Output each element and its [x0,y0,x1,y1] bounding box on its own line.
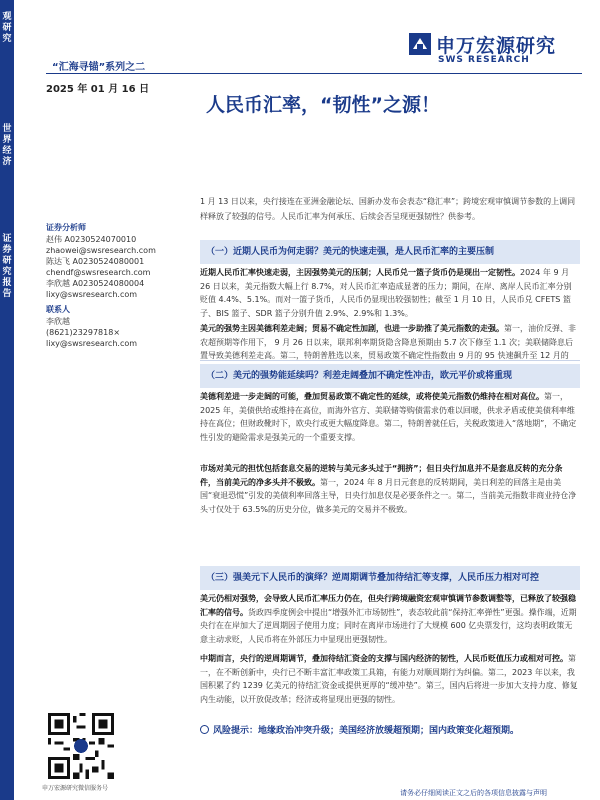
paragraph-body: 第一，在不断创新中，央行已不断丰富汇率政策工具箱，有能力对顺周期行为纠偏。第二，2023 年以来，我国积累了约 1239 亿美元的待结汇资金或提供更厚的“缓冲垫”。第三，国内后将进一步加大支持力度、修复内生动能，以开放促改革；经济或将显现出更强的韧性。 [200,654,578,704]
sidebar-tag-macro: 观研究 [2,12,12,44]
header-divider [46,73,582,74]
section-3-paragraph-1 [200,592,578,646]
section-heading-1: （一）近期人民币为何走弱？美元的快速走强，是人民币汇率的主要压制 [200,240,580,264]
section-heading-2: （二）美元的强势能延续吗？利差走阔叠加不确定性冲击，欧元平价或将重现 [200,364,580,388]
paragraph-lead: 中期而言，央行的逆周期调节，叠加待结汇资金的支撑与国内经济的韧性，人民币贬值压力或相对可控。 [200,654,568,663]
brand-name-cn: 申万宏源研究 [436,35,557,57]
brand-name-en: SWS RESEARCH [438,55,530,65]
analyst-label: 证券分析师 [46,223,86,232]
series-label: “汇海寻锚”系列之二 [52,62,146,73]
paragraph-body: 第一，2024 年 8 月日元套息的反转期间，美日利差的回落主是由美国“衰退恐慌”引发的美债利率回落主导，日央行加息仅是必要条件之一。第二，当前美元指数非商业持仓净头寸仅处于 63.5%的历史分位，做多美元的交易并不极致。 [200,477,577,514]
analyst-name: 陈达飞 A0230524080001 [46,257,145,266]
paragraph-lead: 近期人民币汇率快速走弱，主因强势美元的压制；人民币兑一篮子货币仍是现出一定韧性。 [200,268,520,277]
report-title: 人民币汇率，“韧性”之源！ [206,94,440,116]
analyst-name: 赵伟 A0230524070010 [46,235,137,244]
section-heading-3: （三）强美元下人民币的演绎？逆周期调节叠加待结汇等支撑，人民币压力相对可控 [200,566,580,590]
intro-paragraph: 1 月 13 日以来，央行接连在亚洲金融论坛、国新办发布会表态“稳汇率”；跨境宏观审慎调节参数的上调同样释放了较强的信号。人民币汇率为何承压、后续会否呈现更强韧性？供参考。 [200,197,576,221]
left-sidebar [0,0,14,800]
section-2-paragraph-2 [200,462,578,516]
section-2-paragraph-1 [200,390,578,444]
paragraph-body: 货政四季度例会中提出“增强外汇市场韧性”，表态较此前“保持汇率弹性”更强。操作端，近期央行在在岸加大了逆周期因子使用力度；同时在离岸市场进行了大规模 600 亿央票发行，这均表明政策无意主动求贬，人民币将在外部压力中显现出更强韧性。 [200,607,577,644]
report-date: 2025 年 01 月 16 日 [46,84,150,95]
brand-logo-icon [408,32,432,56]
risk-warning [200,724,580,738]
contact-label: 联系人 [46,305,70,314]
paragraph-lead: 市场对美元的担忧包括套息交易的逆转与美元多头过于“拥挤”；但日央行加息并不是套息反转的充分条件，当前美元的净多头并不极致。 [200,464,563,487]
section-divider [200,360,580,361]
analyst-email[interactable]: lixy@swsresearch.com [46,290,138,299]
analyst-name: 李欣越 A0230524080004 [46,279,145,288]
paragraph-lead: 美元的强势主因美德利差走阔；贸易不确定性加剧，也进一步助推了美元指数的走强。 [200,324,504,333]
sidebar-tag-world-economy: 世界经济 [2,124,12,167]
analyst-email[interactable]: zhaowei@swsresearch.com [46,246,156,255]
brand-logo [408,30,578,70]
paragraph-body: 第一，2025 年，美债供给或维持在高位，而海外官方、美联储等购债需求仍难以回暖，供求矛盾或使美债利率维持在高位；但财政靴时下，欧央行或更大幅度降息。第二，特朗普就任后，关税政策进入“落地期”，不确定性引发的避险需求是强美元的一个重要支撑。 [200,392,577,442]
footer-disclaimer: 请务必仔细阅读正文之后的各项信息披露与声明 [400,789,547,797]
section-3-paragraph-2 [200,652,578,706]
paragraph-lead: 美德利差进一步走阔的可能，叠加贸易政策不确定性的延续，或将使美元指数仍维持在相对高位。 [200,392,544,401]
analyst-block [46,222,186,349]
qr-caption: 申万宏源研究微信服务号 [42,785,109,792]
contact-email[interactable]: lixy@swsresearch.com [46,339,138,348]
section-1-paragraph-1 [200,266,578,320]
risk-bullet-icon [200,725,209,734]
sidebar-tag-securities-report: 证券研究报告 [2,234,12,299]
analyst-email[interactable]: chendf@swsresearch.com [46,268,151,277]
paragraph-body: 2024 年 9 月 26 日以来，美元指数大幅上行 8.7%，对人民币汇率造成显著的压力；期间，在岸、离岸人民币汇率分别贬值 4.4%、5.1%。而对一篮子货币，人民币仍显现出较强韧性；截至 1 月 10 日，人民币兑 CFETS 篮子、BIS 篮子、SDR 篮子分别升值 2.9%、2.9%和 1.3%。 [200,268,572,318]
contact-name: 李欣越 [46,317,70,326]
paragraph-lead: 美元仍相对强势，会导致人民币汇率压力仍在，但央行跨境融资宏观审慎调节参数调整等，已释放了较强稳汇率的信号。 [200,594,576,617]
contact-phone: (8621)23297818× [46,328,121,337]
risk-text: 风险提示：地缘政治冲突升级；美国经济放缓超预期；国内政策变化超预期。 [213,726,520,736]
qr-code-icon[interactable] [48,713,114,779]
paragraph-body: 第一，油价反弹、非农超预期等作用下， 9 月 26 日以来，联邦利率期货隐含降息预期由 5.7 次下修至 1.1 次；美联储降息后置导致美德利差走高。第二，特朗普胜选以来，贸易政策不确定性指数由 9 月的 95 快速飙升至 12 月的 [200,324,576,360]
